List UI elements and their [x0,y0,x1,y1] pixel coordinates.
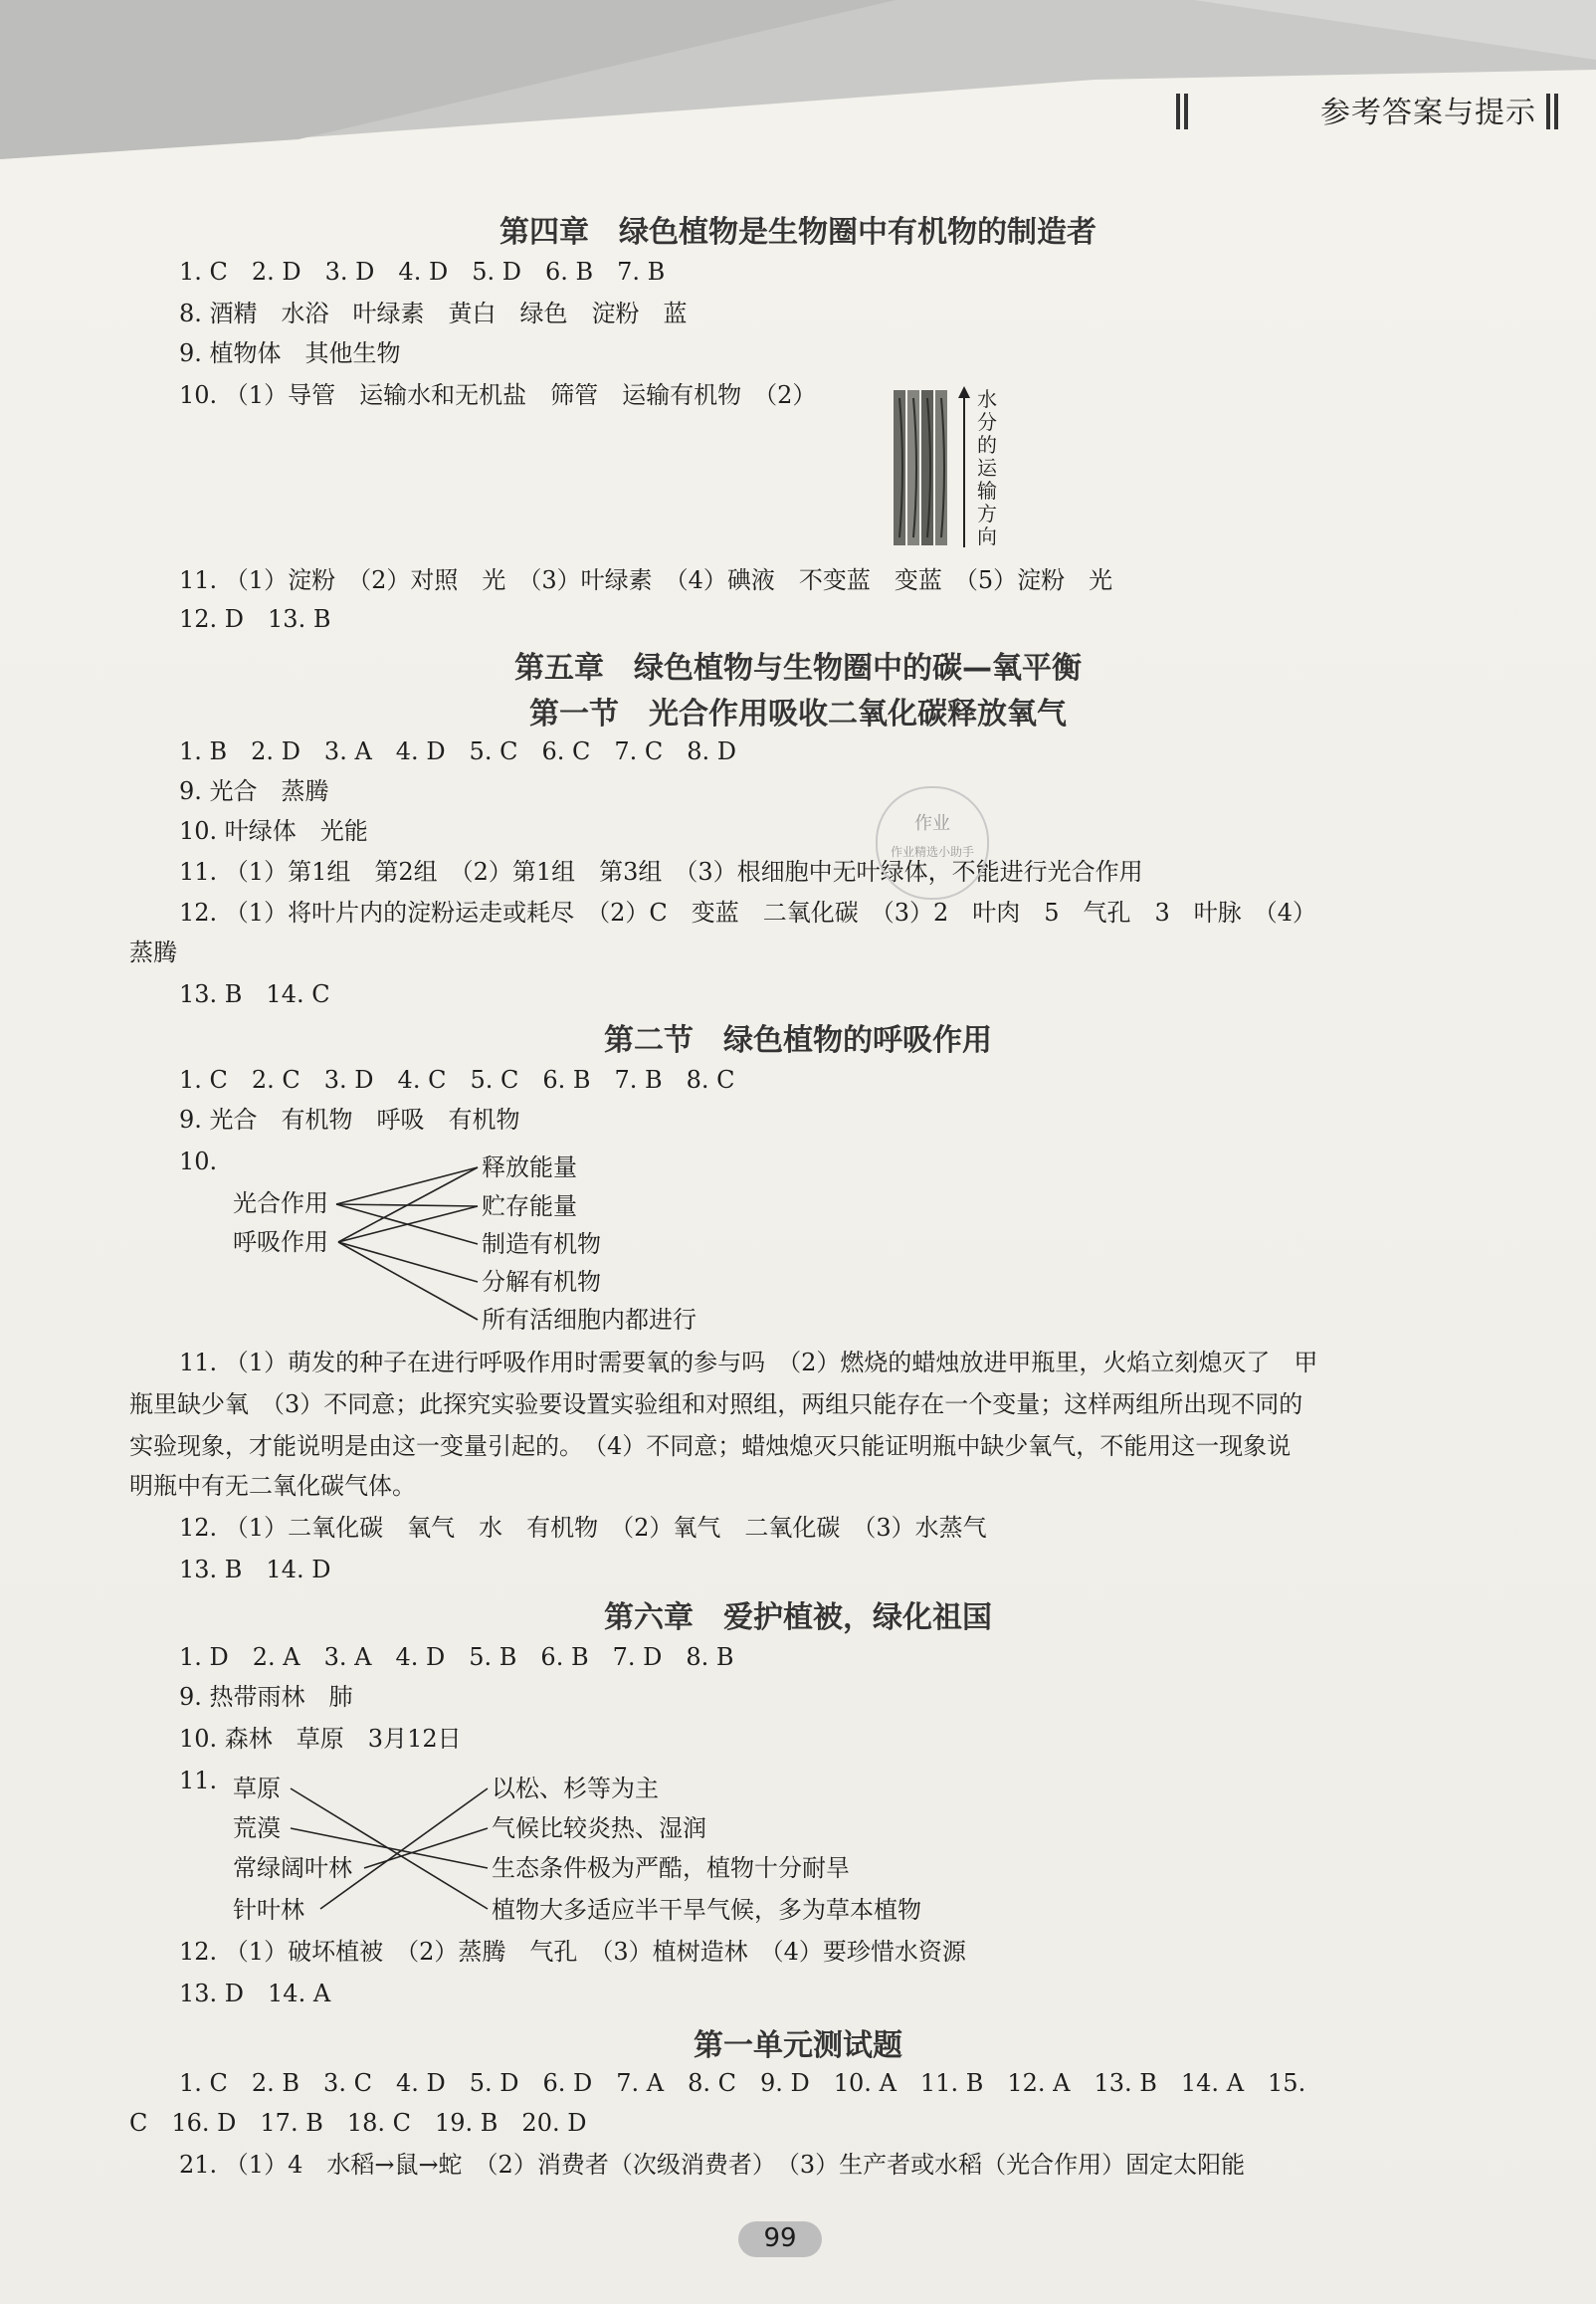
unit-line-3: 21. （1）4 水稻→鼠→蛇 （2）消费者（次级消费者） （3）生产者或水稻（光合作用）固定太阳能 [179,2151,1246,2179]
ch5s1-line-5: 12. （1）将叶片内的淀粉运走或耗尽 （2）C 变蓝 二氧化碳 （3）2 叶肉 5 气孔 3 叶脉 （4） [179,899,1317,927]
ch5-section2-title: 第二节 绿色植物的呼吸作用 [604,1023,992,1058]
ch5s2-line-7: 明瓶中有无二氧化碳气体。 [129,1472,416,1500]
ch5s2-line-2: 9. 光合 有机物 呼吸 有机物 [179,1106,520,1134]
ch5-match-left-1: 光合作用 [233,1189,328,1217]
ch6-line-4: 11. [179,1767,218,1794]
ch5s2-line-6: 实验现象，才能说明是由这一变量引起的。 （4）不同意；蜡烛熄灭只能证明瓶中缺少氧气，不能用这一现象说 [129,1432,1292,1460]
ch5s1-line-7: 13. B 14. C [179,980,330,1008]
stamp-line-2: 作业精选小助手 [890,845,974,859]
ch5-match-right-1: 释放能量 [482,1153,577,1181]
ch5-section1-title: 第一节 光合作用吸收二氧化碳释放氧气 [529,697,1067,732]
ch5s2-line-3: 10. [179,1148,218,1175]
stamp-line-1: 作业 [914,813,950,834]
header-title: 参考答案与提示 [1320,96,1536,130]
ch6-match-left-3: 常绿阔叶林 [233,1854,352,1882]
ch4-line-2: 8. 酒精 水浴 叶绿素 黄白 绿色 淀粉 蓝 [179,300,688,327]
ch6-match-right-3: 生态条件极为严酷，植物十分耐旱 [492,1854,850,1882]
chapter5-title: 第五章 绿色植物与生物圈中的碳—氧平衡 [514,651,1082,686]
ch6-match-right-2: 气候比较炎热、湿润 [492,1814,706,1842]
ch4-line-1: 1. C 2. D 3. D 4. D 5. D 6. B 7. B [179,258,666,286]
ch5-match-right-3: 制造有机物 [482,1230,601,1258]
ch6-line-3: 10. 森林 草原 3月12日 [179,1725,462,1753]
ch6-match-right-1: 以松、杉等为主 [492,1775,659,1802]
ch5s2-line-1: 1. C 2. C 3. D 4. C 5. C 6. B 7. B 8. C [179,1066,735,1094]
ch4-line-3: 9. 植物体 其他生物 [179,339,401,367]
ch5-match-right-2: 贮存能量 [482,1192,577,1220]
unit-line-2: C 16. D 17. B 18. C 19. B 20. D [129,2109,587,2137]
ch4-line-4: 10. （1）导管 运输水和无机盐 筛管 运输有机物 （2） [179,381,817,409]
ch6-line-2: 9. 热带雨林 肺 [179,1683,353,1711]
ch5s1-line-4: 11. （1）第1组 第2组 （2）第1组 第3组 （3）根细胞中无叶绿体，不能进行光合作用 [179,858,1143,886]
ch5s2-line-5: 瓶里缺少氧 （3）不同意；此探究实验要设置实验组和对照组，两组只能存在一个变量；这样两组所出现不同的 [129,1390,1303,1418]
ch5s1-line-6: 蒸腾 [129,939,177,966]
ch5-match-right-5: 所有活细胞内都进行 [482,1306,697,1334]
chapter6-title: 第六章 爱护植被，绿化祖国 [604,1600,992,1635]
figure-label: 水分的运输方向 [977,387,997,548]
ch5s2-line-9: 13. B 14. D [179,1556,331,1583]
ch6-line-1: 1. D 2. A 3. A 4. D 5. B 6. B 7. D 8. B [179,1643,734,1671]
ch5s1-line-2: 9. 光合 蒸腾 [179,777,329,805]
ch5-match-left-2: 呼吸作用 [233,1228,328,1256]
page-number: 99 [763,2223,797,2253]
ch6-match-right-4: 植物大多适应半干旱气候，多为草本植物 [492,1896,921,1924]
ch5s2-line-4: 11. （1）萌发的种子在进行呼吸作用时需要氧的参与吗 （2）燃烧的蜡烛放进甲瓶里，火焰立刻熄灭了 甲 [179,1349,1318,1376]
ch4-line-5: 11. （1）淀粉 （2）对照 光 （3）叶绿素 （4）碘液 不变蓝 变蓝 （5）淀粉 光 [179,566,1113,594]
ch6-line-5: 12. （1）破坏植被 （2）蒸腾 气孔 （3）植树造林 （4）要珍惜水资源 [179,1938,966,1966]
ch4-line-6: 12. D 13. B [179,605,331,633]
ch5s1-line-1: 1. B 2. D 3. A 4. D 5. C 6. C 7. C 8. D [179,737,737,765]
unit-test-title: 第一单元测试题 [694,2028,902,2063]
ch5-match-right-4: 分解有机物 [482,1268,601,1296]
ch5s2-line-8: 12. （1）二氧化碳 氧气 水 有机物 （2）氧气 二氧化碳 （3）水蒸气 [179,1514,987,1542]
ch6-match-left-4: 针叶林 [233,1896,304,1924]
ch6-line-6: 13. D 14. A [179,1980,331,2007]
chapter4-title: 第四章 绿色植物是生物圈中有机物的制造者 [499,215,1097,250]
ch6-match-left-1: 草原 [233,1775,281,1802]
unit-line-1: 1. C 2. B 3. C 4. D 5. D 6. D 7. A 8. C 9. D 10. A 11. B 12. A 13. B 14. A 15. [179,2069,1306,2097]
ch5s1-line-3: 10. 叶绿体 光能 [179,817,368,845]
ch6-match-left-2: 荒漠 [233,1814,281,1842]
